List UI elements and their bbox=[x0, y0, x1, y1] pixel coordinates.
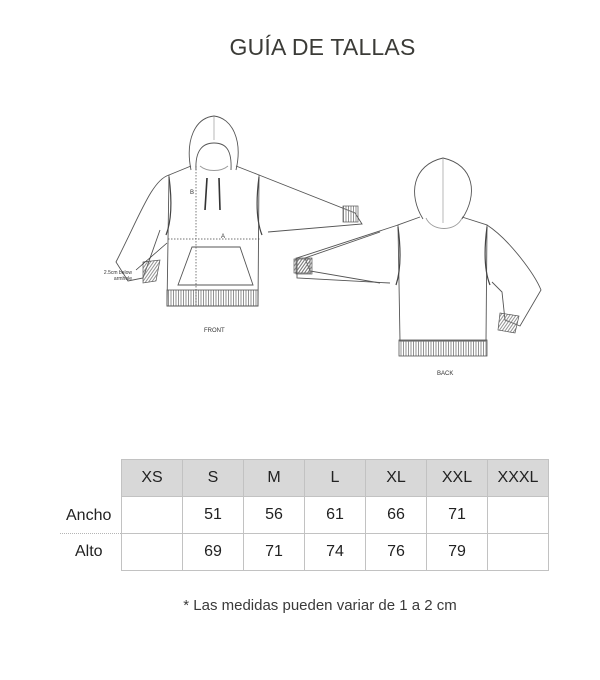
alto-xxl: 79 bbox=[427, 534, 488, 571]
row-divider bbox=[60, 533, 121, 534]
size-header-m: M bbox=[244, 460, 305, 497]
armhole-note-line2: armhole bbox=[113, 276, 132, 282]
ancho-xs bbox=[122, 497, 183, 534]
size-header-row bbox=[122, 460, 549, 497]
alto-l: 74 bbox=[305, 534, 366, 571]
footnote: * Las medidas pueden variar de 1 a 2 cm bbox=[183, 597, 457, 614]
measurement-lines bbox=[168, 166, 261, 305]
table-row bbox=[122, 497, 549, 534]
alto-xs bbox=[122, 534, 183, 571]
size-table bbox=[121, 459, 549, 571]
page-title: GUÍA DE TALLAS bbox=[229, 34, 416, 60]
size-header-xs: XS bbox=[122, 460, 183, 497]
ancho-xxxl bbox=[488, 497, 549, 534]
ancho-m: 56 bbox=[244, 497, 305, 534]
front-hem-rib bbox=[167, 290, 258, 306]
size-header-l: L bbox=[305, 460, 366, 497]
armhole-note bbox=[96, 270, 132, 282]
back-left-cuff-rib bbox=[296, 258, 312, 274]
size-header-xxxl: XXXL bbox=[488, 460, 549, 497]
ancho-l: 61 bbox=[305, 497, 366, 534]
front-right-cuff-rib bbox=[343, 206, 358, 222]
armhole-note-line1: 2.5cm below bbox=[103, 270, 132, 276]
table-row bbox=[122, 534, 549, 571]
back-right-cuff-rib bbox=[498, 313, 519, 333]
measure-b-label: B bbox=[190, 190, 195, 196]
ancho-s: 51 bbox=[183, 497, 244, 534]
back-hem-rib bbox=[399, 340, 487, 356]
row-label-alto: Alto bbox=[75, 543, 103, 560]
size-header-s: S bbox=[183, 460, 244, 497]
alto-xl: 76 bbox=[366, 534, 427, 571]
ancho-xxl: 71 bbox=[427, 497, 488, 534]
row-label-ancho: Ancho bbox=[66, 507, 112, 524]
size-header-xl: XL bbox=[366, 460, 427, 497]
front-left-cuff-rib bbox=[143, 260, 160, 283]
alto-xxxl bbox=[488, 534, 549, 571]
measure-a-label: A bbox=[221, 234, 226, 240]
front-label: FRONT bbox=[204, 328, 225, 334]
alto-m: 71 bbox=[244, 534, 305, 571]
size-header-xxl: XXL bbox=[427, 460, 488, 497]
back-label: BACK bbox=[437, 371, 454, 377]
ancho-xl: 66 bbox=[366, 497, 427, 534]
alto-s: 69 bbox=[183, 534, 244, 571]
